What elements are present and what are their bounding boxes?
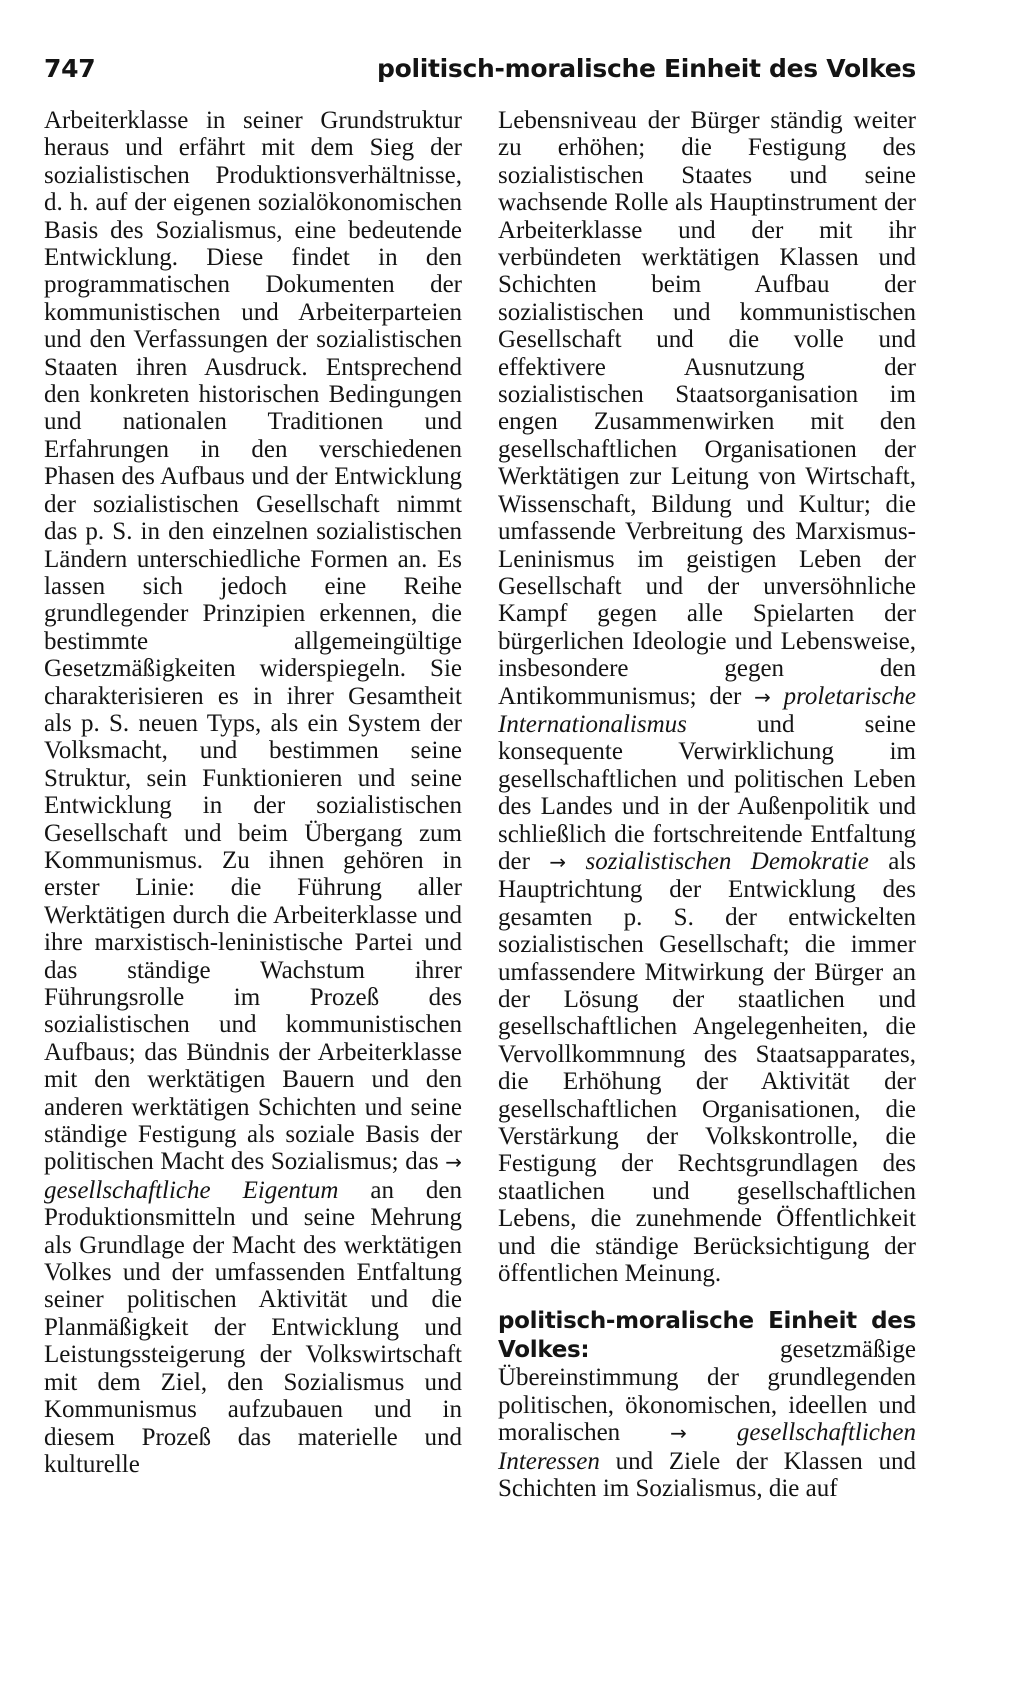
cross-reference-arrow-icon: → — [754, 684, 771, 709]
cross-reference-arrow-icon: → — [549, 849, 567, 874]
text-segment: Arbeiterklasse in seiner Grundstruktur heraus und erfährt mit dem Sieg der sozialistischen Produktionsverhältnisse, d. h. auf der eigenen sozialökonomischen Basis des Sozialismus, eine bedeutende Entwicklung. Diese findet in den programmatischen Dokumenten der kommunistischen und Arbeiterparteien und den Verfassungen der sozialistischen Staaten ihren Ausdruck. Entsprechend den konkreten historischen Bedingungen und nationalen Traditionen und Erfahrungen in den verschiedenen Phasen des Aufbaus und der Entwicklung der sozialistischen Gesellschaft nimmt das p. S. in den einzelnen sozialistischen Ländern unterschiedliche Formen an. Es lassen sich jedoch eine Reihe grundlegender Prinzipien erkennen, die bestimmte allgemeingültige Gesetzmäßigkeiten widerspiegeln. Sie charakterisieren es in ihrer Gesamtheit als p. S. neuen Typs, als ein System der Volksmacht, und bestimmen seine Struktur, sein Funktionieren und seine Entwicklung in der sozialistischen Gesellschaft und beim Übergang zum Kommunismus. Zu ihnen gehören in erster Linie: die Führung aller Werktätigen durch die Arbeiterklasse und ihre marxistisch-leninistische Partei und das ständige Wachstum ihrer Führungsrolle im Prozeß des sozialistischen und kommunistischen Aufbaus; das Bündnis der Arbeiterklasse mit den werktätigen Bauern und den anderen werktätigen Schichten und seine ständige Festigung als soziale Basis der politischen Macht des Sozialismus; das — [44, 107, 462, 1176]
cross-reference-arrow-icon: → — [670, 1421, 687, 1446]
paragraph-continuation — [498, 107, 916, 1287]
text-segment: Lebensniveau der Bürger ständig weiter zu erhöhen; die Festigung des sozialistischen Staates und seine wachsende Rolle als Hauptinstrument der Arbeiterklasse und der mit ihr verbündeten werktätigen Klassen und Schichten beim Aufbau der sozialistischen und kommunistischen Gesellschaft und die volle und effektivere Ausnutzung der sozialistischen Staatsorganisation im engen Zusammenwirken mit den gesellschaftlichen Organisationen der Werktätigen zur Leitung von Wirtschaft, Wissenschaft, Bildung und Kultur; die umfassende Verbreitung des Marxismus-Leninismus im geistigen Leben der Gesellschaft und der unversöhnliche Kampf gegen alle Spielarten der bürgerlichen Ideologie und Lebensweise, insbesondere gegen den Antikommunismus; der — [498, 107, 916, 710]
cross-reference-link[interactable]: gesellschaftliche Eigentum — [44, 1176, 339, 1204]
text-segment: gesetzmäßige Übereinstimmung der grundlegenden politischen, ökonomischen, ideellen und moralischen — [498, 1335, 916, 1447]
entry-headword: politisch-moralische Einheit des Volkes: — [498, 1308, 916, 1363]
cross-reference-link[interactable]: gesellschaftlichen Interessen — [498, 1419, 917, 1475]
page-number: 747 — [44, 54, 96, 83]
cross-reference-link[interactable]: sozialistischen Demokratie — [585, 847, 869, 875]
page-header — [44, 54, 916, 94]
cross-reference-arrow-icon: → — [445, 1150, 463, 1175]
text-segment: und Ziele der Klassen und Schichten im Sozialismus, die auf — [498, 1447, 916, 1502]
text-segment: und seine konsequente Verwirklichung im gesellschaftlichen und politischen Leben des Landes und in der Außenpolitik und schließlich die fortschreitende Entfaltung der — [498, 710, 916, 875]
cross-reference-link[interactable]: proletarische Internationalismus — [498, 682, 917, 738]
text-segment: als Hauptrichtung der Entwicklung des gesamten p. S. der entwickelten sozialistischen Gesellschaft; die immer umfassendere Mitwirkung der Bürger an der Lösung der staatlichen und gesellschaftlichen Angelegenheiten, die Vervollkommnung des Staatsapparates, die Erhöhung der Aktivität der gesellschaftlichen Organisationen, die Verstärkung der Volkskontrolle, die Festigung der Rechtsgrundlagen des staatlichen und gesellschaftlichen Lebens, die zunehmende Öffentlichkeit und die ständige Berücksichtigung der öffentlichen Meinung. — [498, 847, 917, 1288]
paragraph-continuation — [44, 107, 462, 1478]
dictionary-entry — [498, 1307, 916, 1502]
text-segment: an den Produktionsmitteln und seine Mehrung als Grundlage der Macht des werktätigen Volkes und der umfassenden Entfaltung seiner politischen Aktivität und die Planmäßigkeit der Entwicklung und Leistungssteigerung der Volkswirtschaft mit dem Ziel, den Sozialismus und Kommunismus aufzubauen und in diesem Prozeß das materielle und kulturelle — [44, 1176, 462, 1478]
left-column — [44, 107, 462, 1478]
running-head: politisch-moralische Einheit des Volkes — [377, 54, 916, 83]
right-column — [498, 107, 916, 1502]
